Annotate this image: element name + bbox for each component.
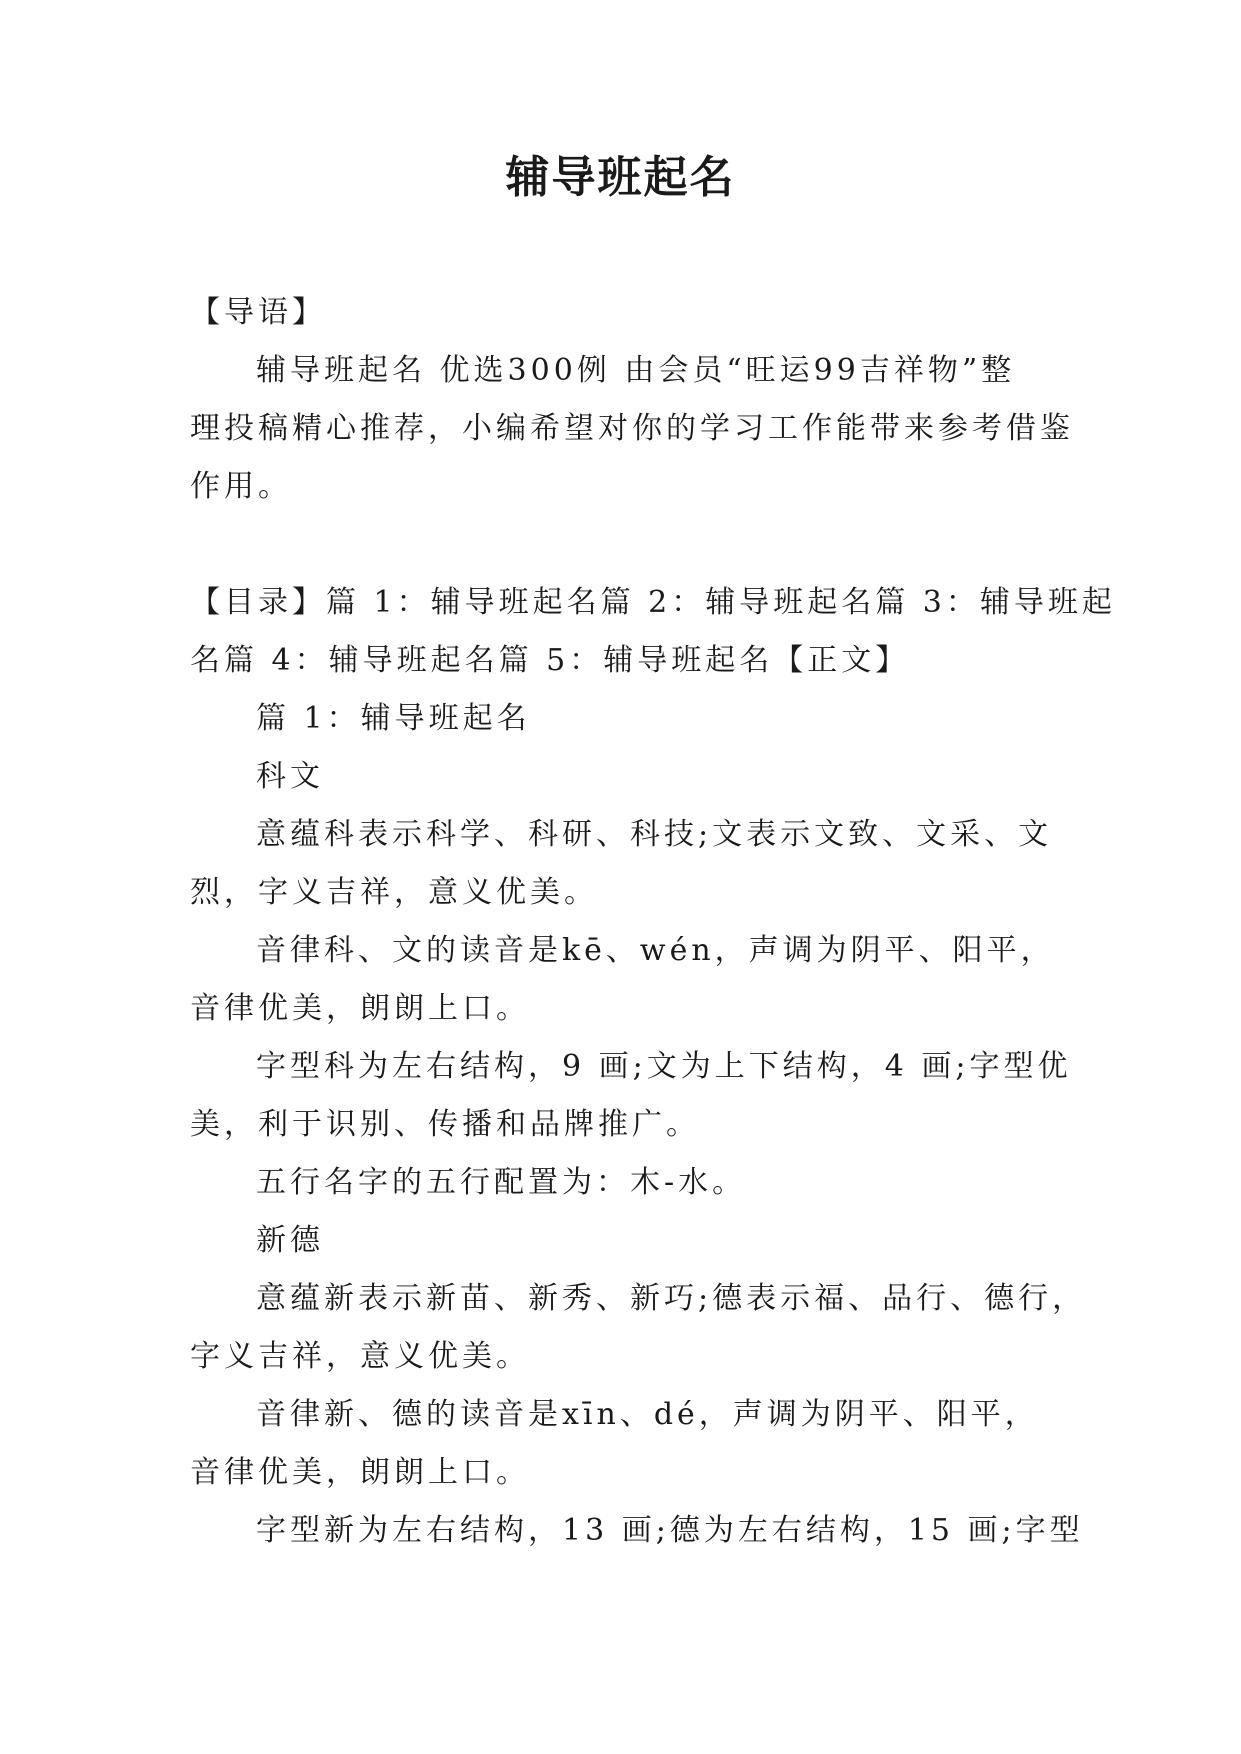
- table-of-contents: 【目录】篇 1：辅导班起名篇 2：辅导班起名篇 3：辅导班起: [190, 585, 1116, 620]
- paragraph-line: 意蕴新表示新苗、新秀、新巧;德表示福、品行、德行，: [256, 1281, 1087, 1316]
- paragraph-line: 字型新为左右结构，13 画;德为左右结构，15 画;字型: [256, 1513, 1084, 1548]
- name-entry: 新德: [256, 1223, 324, 1258]
- table-of-contents: 名篇 4：辅导班起名篇 5：辅导班起名【正文】: [190, 643, 910, 678]
- paragraph-line: 作用。: [190, 469, 292, 504]
- document-title: 辅导班起名: [505, 152, 736, 203]
- paragraph-line: 字型科为左右结构，9 画;文为上下结构，4 画;字型优: [256, 1049, 1072, 1084]
- paragraph-line: 音律科、文的读音是kē、wén，声调为阴平、阳平，: [256, 933, 1055, 968]
- paragraph-line: 理投稿精心推荐，小编希望对你的学习工作能带来参考借鉴: [190, 411, 1074, 446]
- chapter-heading: 篇 1：辅导班起名: [256, 701, 531, 736]
- paragraph-line: 五行名字的五行配置为：木-水。: [256, 1165, 747, 1200]
- paragraph-line: 音律优美，朗朗上口。: [190, 1455, 530, 1490]
- paragraph-line: 美，利于识别、传播和品牌推广。: [190, 1107, 700, 1142]
- name-entry: 科文: [256, 759, 324, 794]
- section-heading-intro: 【导语】: [190, 295, 326, 330]
- document-body: [190, 284, 1116, 1560]
- paragraph-spacer: [190, 516, 1060, 574]
- paragraph-line: 字义吉祥，意义优美。: [190, 1339, 530, 1374]
- paragraph-line: 音律新、德的读音是xīn、dé，声调为阴平、阳平，: [256, 1397, 1039, 1432]
- paragraph-line: 辅导班起名 优选300例 由会员“旺运99吉祥物”整: [256, 353, 1016, 388]
- paragraph-line: 意蕴科表示科学、科研、科技;文表示文致、文采、文: [256, 817, 1053, 852]
- paragraph-line: 烈，字义吉祥，意义优美。: [190, 875, 598, 910]
- paragraph-line: 音律优美，朗朗上口。: [190, 991, 530, 1026]
